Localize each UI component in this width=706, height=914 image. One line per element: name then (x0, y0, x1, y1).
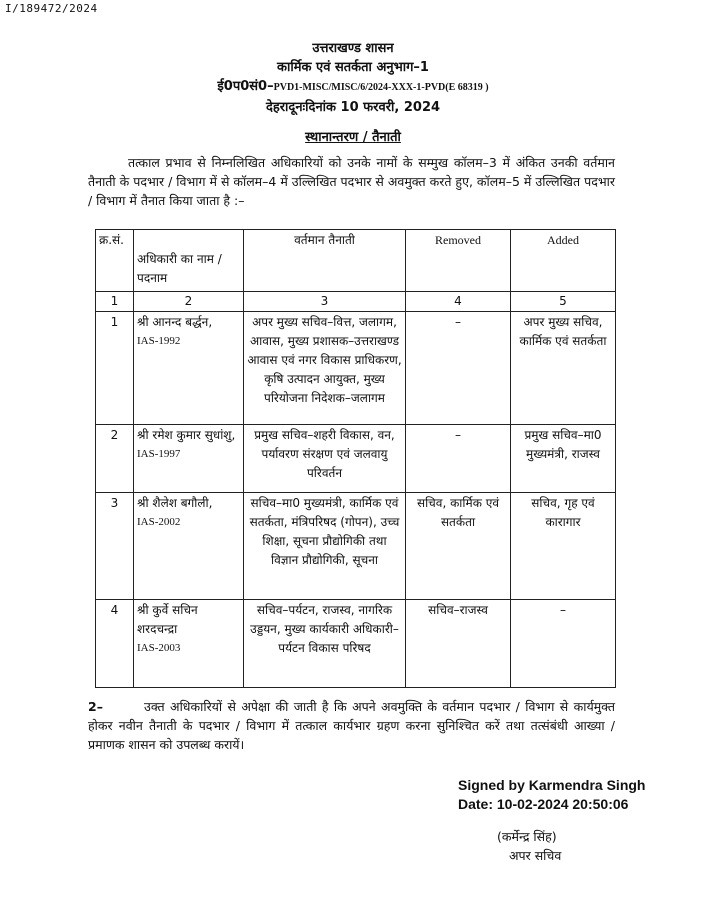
removed-posting: सचिव, कार्मिक एवं सतर्कता (406, 493, 511, 600)
removed-posting: सचिव–राजस्व (406, 600, 511, 688)
file-number (0, 76, 706, 94)
digital-signature-signer: Signed by Karmendra Singh (458, 777, 646, 793)
officer-name: श्री रमेश कुमार सुधांशु, (137, 428, 236, 442)
officer-cell (134, 600, 244, 688)
serial-number: 2 (96, 425, 134, 493)
added-posting: अपर मुख्य सचिव, कार्मिक एवं सतर्कता (511, 312, 616, 425)
officer-name: श्री शैलेश बगौली, (137, 496, 213, 510)
officer-cell (134, 493, 244, 600)
officer-cell (134, 425, 244, 493)
service-batch: IAS-2002 (137, 516, 181, 528)
column-number: 1 (96, 292, 134, 312)
transfer-table (95, 229, 616, 688)
header-sno: क्र.सं. (96, 230, 134, 292)
file-number-code: PVD1-MISC/MISC/6/2024-XXX-1-PVD(E 68319 ) (273, 82, 489, 93)
officer-cell (134, 312, 244, 425)
digital-signature-date: Date: 10-02-2024 20:50:06 (458, 796, 629, 812)
current-posting: सचिव–पर्यटन, राजस्व, नागरिक उड्डयन, मुख्य कार्यकारी अधिकारी–पर्यटन विकास परिषद (244, 600, 406, 688)
header-removed: Removed (406, 230, 511, 292)
added-posting: सचिव, गृह एवं कारागार (511, 493, 616, 600)
document-reference-number: I/189472/2024 (5, 2, 98, 15)
header-added: Added (511, 230, 616, 292)
intro-paragraph: तत्काल प्रभाव से निम्नलिखित अधिकारियों को उनके नामों के सम्मुख कॉलम–3 में अंकित उनकी वर्तमान तैनाती के पदभार / विभाग में से कॉलम–4 में उल्लिखित पदभार से अवमुक्त करते हुए, कॉलम–5 में उल्लिखित पदभार / विभाग में तैनात किया जाता है :– (88, 155, 615, 208)
government-heading: उत्तराखण्ड शासन (312, 41, 394, 56)
service-batch: IAS-2003 (137, 642, 181, 654)
file-number-prefix: ई0प0सं0– (217, 79, 274, 94)
table-row (96, 425, 616, 493)
paragraph-two-number: 2– (88, 699, 103, 714)
column-number: 5 (511, 292, 616, 312)
header-officer-name: अधिकारी का नाम / पदनाम (134, 230, 244, 292)
officer-name: श्री आनन्द बर्द्धन, (137, 315, 213, 329)
column-number: 2 (134, 292, 244, 312)
table-header-row (96, 230, 616, 292)
table-row (96, 600, 616, 688)
signatory-name: (कर्मेन्द्र सिंह) (497, 829, 557, 844)
service-batch: IAS-1997 (137, 448, 181, 460)
serial-number: 3 (96, 493, 134, 600)
current-posting: अपर मुख्य सचिव–वित्त, जलागम, आवास, मुख्य प्रशासक–उत्तराखण्ड आवास एवं नगर विकास प्राधिकरण, कृषि उत्पादन आयुक्त, मुख्य परियोजना निदेशक–जलागम (244, 312, 406, 425)
date-line: देहरादूनःदिनांक 10 फरवरी, 2024 (265, 100, 441, 115)
table-row (96, 312, 616, 425)
serial-number: 4 (96, 600, 134, 688)
paragraph-two (88, 697, 615, 754)
added-posting: – (511, 600, 616, 688)
section-heading: कार्मिक एवं सतर्कता अनुभाग–1 (277, 60, 429, 75)
removed-posting: – (406, 312, 511, 425)
removed-posting: – (406, 425, 511, 493)
added-posting: प्रमुख सचिव–मा0 मुख्यमंत्री, राजस्व (511, 425, 616, 493)
current-posting: प्रमुख सचिव–शहरी विकास, वन, पर्यावरण संरक्षण एवं जलवायु परिवर्तन (244, 425, 406, 493)
column-number: 4 (406, 292, 511, 312)
officer-name: श्री कुर्वे सचिन शरदचन्द्रा (137, 603, 198, 636)
table-row (96, 493, 616, 600)
column-number-row (96, 292, 616, 312)
service-batch: IAS-1992 (137, 335, 181, 347)
header-current-posting: वर्तमान तैनाती (244, 230, 406, 292)
paragraph-two-text: उक्त अधिकारियों से अपेक्षा की जाती है कि अपने अवमुक्ति के वर्तमान पदभार / विभाग से कार्यमुक्त होकर नवीन तैनाती के पदभार / विभाग में तत्काल कार्यभार ग्रहण करना सुनिश्चित करें तथा तत्संबंधी आख्या / प्रमाणक शासन को उपलब्ध करायें। (88, 699, 615, 752)
current-posting: सचिव–मा0 मुख्यमंत्री, कार्मिक एवं सतर्कता, मंत्रिपरिषद (गोपन), उच्च शिक्षा, सूचना प्रौद्योगिकी तथा विज्ञान प्रौद्योगिकी, सूचना (244, 493, 406, 600)
subject-heading: स्थानान्तरण / तैनाती (305, 130, 401, 145)
serial-number: 1 (96, 312, 134, 425)
signatory-designation: अपर सचिव (509, 848, 562, 863)
column-number: 3 (244, 292, 406, 312)
